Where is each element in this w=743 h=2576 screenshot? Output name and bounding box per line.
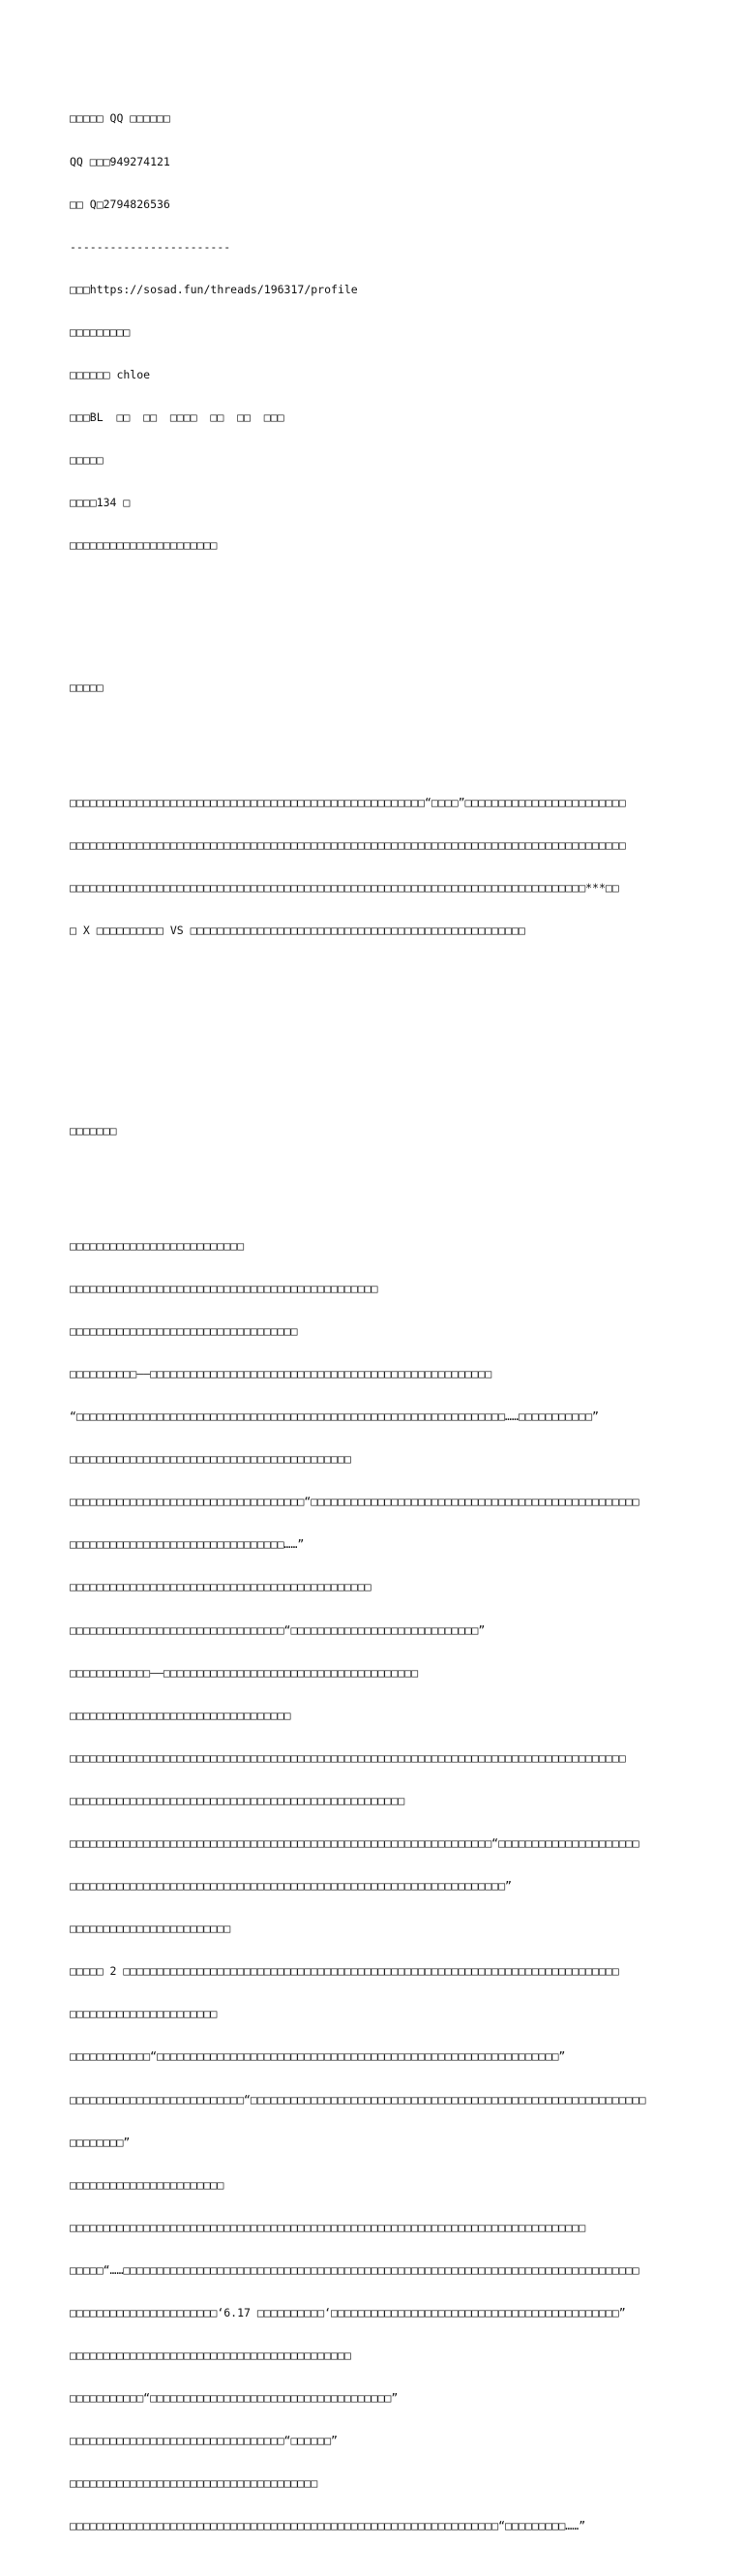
chapter-line: □□□□□□□□□□□□□□□□□□□□□□□□□□□□□□□□□□□□□: [70, 2476, 318, 2491]
spacer: [70, 1167, 689, 1182]
chapter-line: □□□□□□□□”: [70, 2135, 131, 2149]
chapter-line: □□□□□□□□□□□□□□□□□□□□□□□□□□□□□□□□□□□□□□□□□□□□□□□□□□□□□□□□□□□□□□□“□□□□□□□□□□□□□□□□□□□□□: [70, 1835, 639, 1850]
chapter-line: □□□□□□□□□□□□□□□□□□□□□□□□□□□□□□□□“□□□□□□□□□□□□□□□□□□□□□□□□□□□□”: [70, 1622, 486, 1637]
summary-line: □□□□□□□□□□□□□□□□□□□□□□□□□□□□□□□□□□□□□□□□□□□□□□□□□□□□□□□□□□□□□□□□□□□□□□□□□□□□□□□□□□□: [70, 838, 626, 853]
summary-line: □□□□□□□□□□□□□□□□□□□□□□□□□□□□□□□□□□□□□□□□□□□□□□□□□□□□□“□□□□”□□□□□□□□□□□□□□□□□□□□□□□□: [70, 796, 626, 810]
chapter-line: □□□□□□□□□□□□□□□□□□□□□□□□□□□□□□□□□: [70, 1708, 291, 1722]
chapter-line: □□□□□□□□□□□□□□□□□□□□□□□□□□□□□□□□□□□□□□□□□□□□□□□□□□: [70, 1793, 405, 1807]
summary-line: □□□□□□□□□□□□□□□□□□□□□□□□□□□□□□□□□□□□□□□□□□□□□□□□□□□□□□□□□□□□□□□□□□□□□□□□□□□□□***□□: [70, 881, 619, 895]
header-line-9: □□□□□: [70, 453, 104, 468]
spacer: [70, 595, 689, 638]
chapter-line: □□□□□□□□□□□□□□□□□□□□□□□□□□□□□□□□□□□“□□□□□□□□□□□□□□□□□□□□□□□□□□□□□□□□□□□□□□□□□□□□□□□□□: [70, 1495, 639, 1509]
header-divider: ------------------------: [70, 239, 231, 254]
chapter-count-line: □□□□134 □: [70, 496, 131, 510]
chapter-line: □□□□□□□□□□□□□□□□□□□□□□□□□□□□□□□□□□□□□□□□□□: [70, 1452, 351, 1467]
chapter-line: □□□□□□□□□□□□□□□□□□□□□□□□□□□□□□□□□□□□□□□□□□□□□□□□□□□□□□□□□□□□□□□□“□□□□□□□□□……”: [70, 2519, 586, 2533]
chapter-line: □□□□□□□□□□□□□□□□□□□□□□□□□□□□□□□□□□□□□□□□□□□□□□□□□□□□□□□□□□□□□□□□□□□□□□□□□□□□□□□□□□□: [70, 1750, 626, 1765]
chapter-line: □□□□□□□□□□□□□□□□□□□□□□□□□□□□□□□□……”: [70, 1537, 305, 1552]
chapter-line: □□□□□□□□□□□□□□□□□□□□□□□□□□□□□□□□□□: [70, 1323, 298, 1338]
chapter-line: “□□□□□□□□□□□□□□□□□□□□□□□□□□□□□□□□□□□□□□□□□□□□□□□□□□□□□□□□□□□□□□□□……□□□□□□□□□□□”: [70, 1409, 599, 1424]
chapter-line: □□□□□□□□□□□□□□□□□□□□□□□□□□“□□□□□□□□□□□□□□□□□□□□□□□□□□□□□□□□□□□□□□□□□□□□□□□□□□□□□□□□□□□: [70, 2092, 646, 2106]
chapter-line: □□□□□□□□□□□□□□□□□□□□□□□□□□: [70, 1238, 245, 1253]
chapter-line: □□□□□□□□□□□□□□□□□□□□□□□□□□□□□□□□“□□□□□□”: [70, 2434, 338, 2448]
chapter-body: [70, 1210, 689, 2561]
chapter-line: □□□□□□□□□□□□——□□□□□□□□□□□□□□□□□□□□□□□□□□□□□□□□□□□□□□: [70, 1665, 419, 1680]
author-line: □□□□□□ chloe: [70, 367, 151, 381]
chapter-line: □□□□□□□□□□□□“□□□□□□□□□□□□□□□□□□□□□□□□□□□□□□□□□□□□□□□□□□□□□□□□□□□□□□□□□□□□”: [70, 2049, 566, 2064]
summary-heading: □□□□□: [70, 681, 104, 695]
chapter-line: □□□□□□□□□□□“□□□□□□□□□□□□□□□□□□□□□□□□□□□□□□□□□□□□”: [70, 2391, 399, 2406]
header-line-6: □□□□□□□□□: [70, 324, 131, 339]
header-line-2: QQ □□□949274121: [70, 154, 170, 168]
chapter-line: □□□□□□□□□□□□□□□□□□□□□□□□□□□□□□□□□□□□□□□□□□: [70, 2349, 351, 2363]
chapter-line: □□□□□ 2 □□□□□□□□□□□□□□□□□□□□□□□□□□□□□□□□□□□□□□□□□□□□□□□□□□□□□□□□□□□□□□□□□□□□□□□□□□: [70, 1964, 619, 1979]
chapter-line: □□□□□“……□□□□□□□□□□□□□□□□□□□□□□□□□□□□□□□□□□□□□□□□□□□□□□□□□□□□□□□□□□□□□□□□□□□□□□□□□□□□□: [70, 2262, 639, 2277]
summary-body: [70, 768, 689, 967]
spacer: [70, 1010, 689, 1081]
source-link: □□□https://sosad.fun/threads/196317/profile: [70, 282, 358, 296]
chapter-line: □□□□□□□□□□□□□□□□□□□□□□□: [70, 2177, 224, 2192]
header-line-11: □□□□□□□□□□□□□□□□□□□□□□: [70, 538, 218, 553]
chapter-line: □□□□□□□□□□□□□□□□□□□□□□: [70, 2007, 218, 2021]
chapter-line: □□□□□□□□□□□□□□□□□□□□□□□□□□□□□□□□□□□□□□□□□□□□□□: [70, 1281, 378, 1295]
chapter-line: □□□□□□□□□□□□□□□□□□□□□□‘6.17 □□□□□□□□□□‘□□□□□□□□□□□□□□□□□□□□□□□□□□□□□□□□□□□□□□□□□□□”: [70, 2306, 626, 2319]
header-line-1: □□□□□ QQ □□□□□□: [70, 111, 170, 126]
chapter-line: □□□□□□□□□□□□□□□□□□□□□□□□: [70, 1922, 231, 1936]
tags-line: □□□BL □□ □□ □□□□ □□ □□ □□□: [70, 410, 284, 425]
chapter-heading: □□□□□□□: [70, 1123, 117, 1137]
chapter-line: □□□□□□□□□□□□□□□□□□□□□□□□□□□□□□□□□□□□□□□□□□□□□□□□□□□□□□□□□□□□□□□□□”: [70, 1879, 512, 1894]
chapter-line: □□□□□□□□□□——□□□□□□□□□□□□□□□□□□□□□□□□□□□□□□□□□□□□□□□□□□□□□□□□□□□: [70, 1366, 492, 1380]
spacer: [70, 723, 689, 739]
chapter-line: □□□□□□□□□□□□□□□□□□□□□□□□□□□□□□□□□□□□□□□□□□□□□□□□□□□□□□□□□□□□□□□□□□□□□□□□□□□□□: [70, 2220, 586, 2234]
document-page: [70, 83, 689, 2576]
chapter-line: □□□□□□□□□□□□□□□□□□□□□□□□□□□□□□□□□□□□□□□□□□□□□: [70, 1580, 372, 1594]
header-line-3: □□ Q□2794826536: [70, 197, 170, 211]
summary-line: □ X □□□□□□□□□□ VS □□□□□□□□□□□□□□□□□□□□□□□□□□□□□□□□□□□□□□□□□□□□□□□□□□: [70, 924, 525, 938]
